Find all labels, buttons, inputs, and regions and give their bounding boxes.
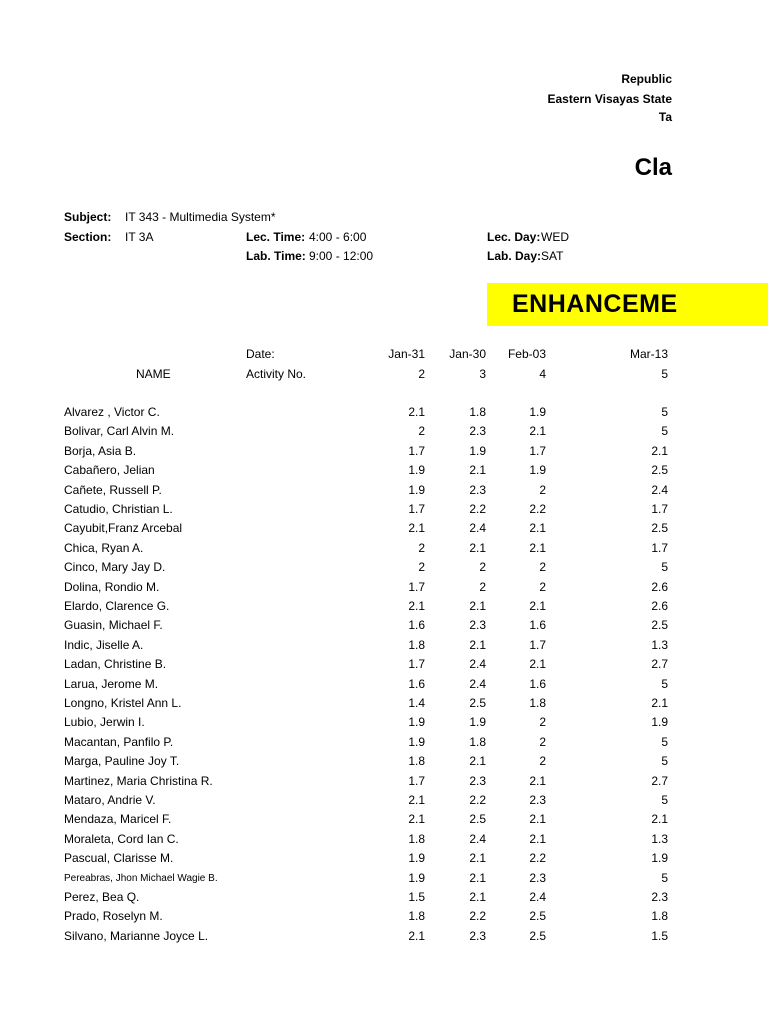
table-row [0, 560, 768, 579]
score-cell: 1.9 [408, 734, 425, 749]
student-name: Marga, Pauline Joy T. [64, 754, 180, 769]
score-cell: 1.9 [529, 405, 546, 419]
score-cell: 2.2 [529, 851, 546, 866]
score-cell: 2.3 [469, 618, 486, 633]
score-cell: 1.9 [408, 870, 425, 885]
score-cell: 2.1 [408, 812, 425, 827]
score-cell: 1.9 [408, 482, 425, 497]
page-title: Cla [634, 154, 672, 181]
table-row [0, 696, 768, 715]
score-cell: 2.1 [469, 890, 486, 904]
student-name: Cabañero, Jelian [64, 463, 155, 478]
date-label: Date: [246, 347, 275, 361]
table-row [0, 463, 768, 482]
table-row [0, 638, 768, 657]
score-cell: 2.1 [469, 463, 486, 478]
student-name: Longno, Kristel Ann L. [64, 696, 182, 710]
table-row [0, 580, 768, 599]
score-cell: 1.6 [529, 676, 546, 691]
score-cell: 2 [539, 734, 546, 749]
score-cell: 2 [479, 560, 486, 575]
table-row [0, 812, 768, 831]
score-cell: 1.6 [408, 618, 425, 633]
score-cell: 2.4 [529, 890, 546, 904]
score-cell: 2.4 [469, 676, 486, 691]
subject-value: IT 343 - Multimedia System* [125, 210, 276, 224]
student-name: Mendaza, Maricel F. [64, 812, 172, 827]
score-cell: 1.7 [408, 502, 425, 516]
student-name: Mataro, Andrie V. [64, 793, 156, 807]
subject-label: Subject: [64, 210, 112, 224]
score-cell: 2.1 [651, 443, 668, 458]
lab-day-label: Lab. Day: [487, 249, 542, 263]
score-cell: 2.5 [469, 812, 486, 827]
score-cell: 2.1 [529, 831, 546, 846]
enhancement-banner [487, 283, 768, 326]
student-name: Martinez, Maria Christina R. [64, 773, 213, 788]
score-cell: 5 [661, 754, 668, 769]
score-cell: 2.1 [469, 637, 486, 652]
student-name: Lubio, Jerwin I. [64, 715, 145, 730]
score-cell: 5 [661, 424, 668, 439]
score-cell: 2.5 [651, 618, 668, 633]
table-row [0, 735, 768, 754]
score-cell: 1.7 [529, 443, 546, 458]
activity-number: 2 [418, 367, 425, 381]
table-row [0, 851, 768, 870]
score-cell: 2 [539, 579, 546, 594]
score-cell: 2.4 [651, 482, 668, 497]
student-name: Cayubit,Franz Arcebal [64, 521, 183, 536]
score-cell: 2.2 [469, 909, 486, 924]
table-row [0, 793, 768, 812]
score-cell: 2.4 [469, 657, 486, 672]
score-cell: 1.4 [408, 696, 425, 710]
table-row [0, 929, 768, 948]
score-cell: 2.4 [469, 521, 486, 536]
name-column-header: NAME [136, 367, 171, 381]
table-row [0, 618, 768, 637]
banner-text: ENHANCEME [512, 290, 678, 318]
city-header: Ta [658, 110, 672, 124]
activity-label: Activity No. [246, 367, 307, 381]
section-value: IT 3A [125, 230, 154, 244]
lec-time-label: Lec. Time: [246, 230, 306, 244]
student-name: Indic, Jiselle A. [64, 637, 144, 652]
lec-day-label: Lec. Day: [487, 230, 541, 244]
score-cell: 2 [418, 424, 425, 439]
score-cell: 2.3 [469, 773, 486, 788]
score-cell: 2 [418, 540, 425, 555]
score-cell: 2.1 [529, 521, 546, 536]
table-row [0, 599, 768, 618]
table-row [0, 715, 768, 734]
score-cell: 2.3 [469, 424, 486, 439]
table-row [0, 424, 768, 443]
score-cell: 2.1 [651, 696, 668, 710]
score-cell: 2.5 [469, 696, 486, 710]
score-cell: 1.8 [408, 831, 425, 846]
student-name: Bolivar, Carl Alvin M. [64, 424, 175, 439]
score-cell: 1.5 [651, 928, 668, 943]
student-name: Elardo, Clarence G. [64, 599, 170, 613]
student-name: Guasin, Michael F. [64, 618, 163, 633]
student-name: Silvano, Marianne Joyce L. [64, 928, 209, 943]
score-cell: 5 [661, 405, 668, 419]
score-cell: 1.8 [408, 909, 425, 924]
table-row [0, 909, 768, 928]
score-cell: 2.6 [651, 579, 668, 594]
score-cell: 2.5 [651, 463, 668, 478]
score-cell: 2.1 [529, 540, 546, 555]
table-row [0, 521, 768, 540]
lec-time-value: 4:00 - 6:00 [309, 230, 367, 244]
score-cell: 2.3 [469, 928, 486, 943]
score-cell: 2 [479, 579, 486, 594]
score-cell: 2.1 [651, 812, 668, 827]
student-name: Prado, Roselyn M. [64, 909, 163, 924]
table-row [0, 444, 768, 463]
score-cell: 2.7 [651, 773, 668, 788]
table-row [0, 832, 768, 851]
score-cell: 1.3 [651, 637, 668, 652]
lab-time-value: 9:00 - 12:00 [309, 249, 374, 263]
score-cell: 2.3 [529, 870, 546, 885]
table-row [0, 405, 768, 424]
score-cell: 2.6 [651, 599, 668, 613]
student-name: Cinco, Mary Jay D. [64, 560, 166, 575]
score-cell: 1.5 [408, 890, 425, 904]
student-name: Alvarez , Victor C. [64, 405, 160, 419]
score-cell: 2 [539, 715, 546, 730]
score-cell: 1.8 [651, 909, 668, 924]
table-row [0, 677, 768, 696]
student-name: Perez, Bea Q. [64, 890, 140, 904]
student-name: Catudio, Christian L. [64, 502, 173, 516]
score-cell: 2.1 [408, 793, 425, 807]
score-cell: 2.1 [529, 812, 546, 827]
student-name: Macantan, Panfilo P. [64, 734, 174, 749]
score-cell: 1.6 [529, 618, 546, 633]
score-cell: 1.8 [408, 637, 425, 652]
score-cell: 1.9 [651, 715, 668, 730]
score-cell: 5 [661, 676, 668, 691]
student-name: Pascual, Clarisse M. [64, 851, 174, 866]
score-cell: 1.3 [651, 831, 668, 846]
score-cell: 1.7 [529, 637, 546, 652]
score-cell: 2.3 [469, 482, 486, 497]
student-name: Larua, Jerome M. [64, 676, 159, 691]
lab-day-value: SAT [541, 249, 564, 263]
score-cell: 2.1 [469, 754, 486, 769]
score-cell: 2.4 [469, 831, 486, 846]
activity-number: 5 [661, 367, 668, 381]
score-cell: 1.9 [408, 715, 425, 730]
score-cell: 2.1 [529, 424, 546, 439]
table-row [0, 754, 768, 773]
lec-day-value: WED [541, 230, 569, 244]
score-cell: 2.1 [469, 870, 486, 885]
score-cell: 2.1 [408, 405, 425, 419]
score-cell: 1.7 [651, 502, 668, 516]
score-cell: 2.3 [529, 793, 546, 807]
score-cell: 1.8 [529, 696, 546, 710]
table-row [0, 483, 768, 502]
table-row [0, 774, 768, 793]
table-row [0, 657, 768, 676]
activity-number: 4 [539, 367, 546, 381]
table-row [0, 871, 768, 890]
score-cell: 2.5 [651, 521, 668, 536]
date-header: Jan-31 [388, 347, 425, 361]
score-cell: 2.2 [469, 793, 486, 807]
score-cell: 1.7 [408, 443, 425, 458]
student-name: Cañete, Russell P. [64, 482, 162, 497]
score-cell: 2 [539, 482, 546, 497]
table-row [0, 541, 768, 560]
student-name: Chica, Ryan A. [64, 540, 144, 555]
score-cell: 2.5 [529, 909, 546, 924]
date-header: Feb-03 [507, 347, 546, 361]
republic-header: Republic [621, 72, 672, 86]
score-cell: 5 [661, 560, 668, 575]
table-row [0, 502, 768, 521]
score-cell: 1.9 [469, 443, 486, 458]
score-cell: 2.2 [469, 502, 486, 516]
score-cell: 2.2 [529, 502, 546, 516]
score-cell: 2.1 [408, 521, 425, 536]
score-cell: 1.8 [469, 405, 486, 419]
score-cell: 1.9 [651, 851, 668, 866]
score-cell: 5 [661, 870, 668, 885]
score-cell: 2.1 [469, 851, 486, 866]
score-cell: 1.6 [408, 676, 425, 691]
student-name: Moraleta, Cord Ian C. [64, 831, 179, 846]
score-cell: 2.1 [408, 928, 425, 943]
score-cell: 2.1 [529, 773, 546, 788]
score-cell: 2 [539, 754, 546, 769]
student-name: Borja, Asia B. [64, 443, 137, 458]
score-cell: 1.9 [469, 715, 486, 730]
score-cell: 5 [661, 793, 668, 807]
score-cell: 1.7 [408, 579, 425, 594]
score-cell: 2 [539, 560, 546, 575]
score-cell: 1.7 [408, 657, 425, 672]
score-cell: 1.9 [529, 463, 546, 478]
student-name: Dolina, Rondio M. [64, 579, 160, 594]
score-cell: 2 [418, 560, 425, 575]
score-cell: 1.7 [651, 540, 668, 555]
student-name: Ladan, Christine B. [64, 657, 167, 672]
university-header: Eastern Visayas State [547, 92, 672, 106]
score-cell: 2.1 [529, 599, 546, 613]
score-cell: 1.9 [408, 851, 425, 866]
score-cell: 2.1 [469, 540, 486, 555]
score-cell: 1.8 [408, 754, 425, 769]
score-cell: 5 [661, 734, 668, 749]
score-cell: 2.1 [408, 599, 425, 613]
section-label: Section: [64, 230, 112, 244]
date-header: Mar-13 [629, 347, 668, 361]
score-cell: 1.9 [408, 463, 425, 478]
activity-number: 3 [479, 367, 486, 381]
student-name: Pereabras, Jhon Michael Wagie B. [64, 872, 218, 884]
date-header: Jan-30 [449, 347, 486, 361]
score-cell: 2.3 [651, 890, 668, 904]
score-cell: 2.1 [529, 657, 546, 672]
score-cell: 1.8 [469, 734, 486, 749]
score-cell: 2.1 [469, 599, 486, 613]
score-cell: 1.7 [408, 773, 425, 788]
score-cell: 2.7 [651, 657, 668, 672]
score-cell: 2.5 [529, 928, 546, 943]
table-row [0, 890, 768, 909]
lab-time-label: Lab. Time: [246, 249, 306, 263]
